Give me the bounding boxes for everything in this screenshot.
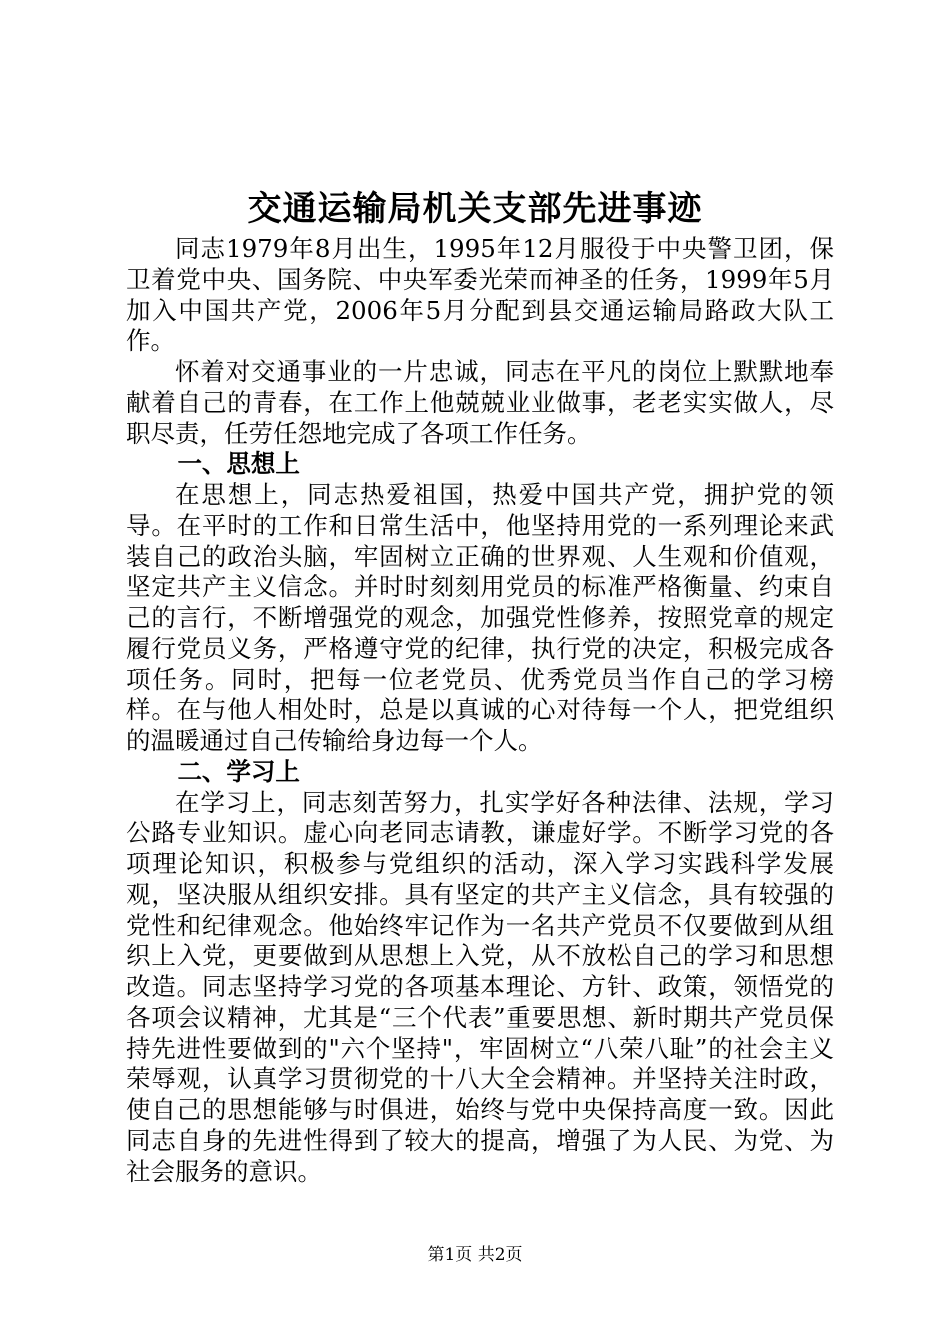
page-footer: 第1页 共2页	[427, 1245, 523, 1265]
document-body	[126, 234, 834, 1187]
section-heading-thought: 一、思想上	[177, 449, 300, 479]
paragraph-thought: 在思想上，同志热爱祖国，热爱中国共产党，拥护党的领导。在平时的工作和日常生活中，他坚持用党的一系列理论来武装自己的政治头脑，牢固树立正确的世界观、人生观和价值观，坚定共产主义信念。并时时刻刻用党员的标准严格衡量、约束自己的言行，不断增强党的观念，加强党性修养，按照党章的规定履行党员义务，严格遵守党的纪律，执行党的决定，积极完成各项任务。同时，把每一位老党员、优秀党员当作自己的学习榜样。在与他人相处时，总是以真诚的心对待每一个人，把党组织的温暖通过自己传输给身边每一个人。	[126, 480, 834, 755]
document-title: 交通运输局机关支部先进事迹	[247, 189, 703, 229]
paragraph-intro: 同志1979年8月出生，1995年12月服役于中央警卫团，保卫着党中央、国务院、中央军委光荣而神圣的任务，1999年5月加入中国共产党，2006年5月分配到县交通运输局路政大队工作。	[126, 234, 834, 356]
paragraph-study: 在学习上，同志刻苦努力，扎实学好各种法律、法规，学习公路专业知识。虚心向老同志请教，谦虚好学。不断学习党的各项理论知识，积极参与党组织的活动，深入学习实践科学发展观，坚决服从组织安排。具有坚定的共产主义信念，具有较强的党性和纪律观念。他始终牢记作为一名共产党员不仅要做到从组织上入党，更要做到从思想上入党，从不放松自己的学习和思想改造。同志坚持学习党的各项基本理论、方针、政策，领悟党的各项会议精神，尤其是“三个代表”重要思想、新时期共产党员保持先进性要做到的"六个坚持"，牢固树立“八荣八耻”的社会主义荣辱观，认真学习贯彻党的十八大全会精神。并坚持关注时政，使自己的思想能够与时俱进，始终与党中央保持高度一致。因此同志自身的先进性得到了较大的提高，增强了为人民、为党、为社会服务的意识。	[126, 787, 834, 1186]
section-heading-study: 二、学习上	[177, 756, 300, 786]
paragraph-dedication: 怀着对交通事业的一片忠诚，同志在平凡的岗位上默默地奉献着自己的青春，在工作上他兢兢业业做事，老老实实做人，尽职尽责，任劳任怨地完成了各项工作任务。	[126, 357, 834, 448]
